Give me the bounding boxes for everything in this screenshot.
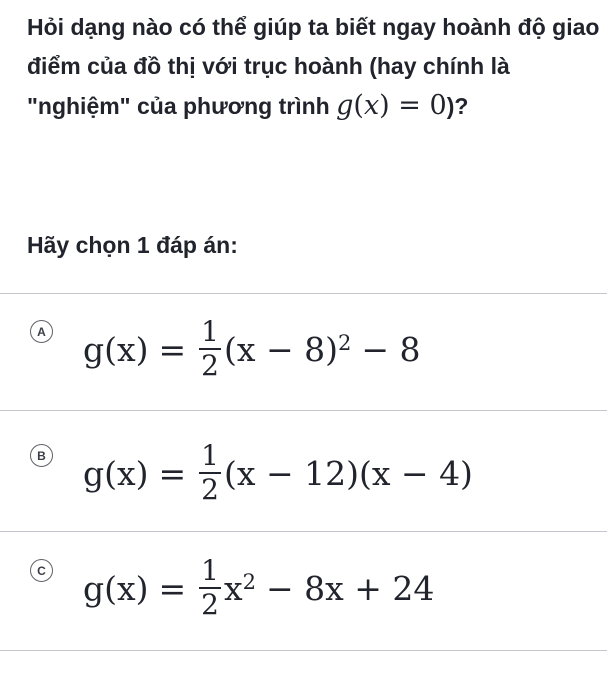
formula-body: x — [223, 568, 243, 608]
fraction — [199, 441, 221, 505]
equation-variable: x — [363, 90, 380, 121]
formula-eq: = — [158, 568, 187, 608]
fraction-denominator: 2 — [201, 588, 219, 621]
formula-eq: = — [158, 453, 187, 493]
choice-a[interactable] — [0, 294, 607, 410]
fraction-numerator: 1 — [201, 315, 219, 348]
fraction — [199, 556, 221, 620]
formula-tail: − 8 — [361, 329, 421, 369]
formula-tail: − 8x + 24 — [265, 568, 435, 608]
fraction-denominator: 2 — [201, 473, 219, 506]
fraction-numerator: 1 — [201, 439, 219, 472]
question-text — [27, 8, 602, 126]
equation-function: g — [336, 90, 354, 121]
formula-eq: = — [158, 329, 187, 369]
formula-lhs: g(x) — [83, 568, 149, 608]
question-equation: g(x) = 0 — [336, 90, 447, 121]
formula-lhs: g(x) — [83, 329, 149, 369]
question-suffix: )? — [446, 93, 469, 119]
choice-letter-c: C — [30, 559, 53, 582]
choice-b[interactable] — [0, 411, 607, 531]
fraction — [199, 317, 221, 381]
formula-body: (x − 12)(x − 4) — [223, 453, 473, 493]
choice-b-formula — [83, 441, 473, 505]
formula-body: (x − 8) — [223, 329, 338, 369]
choice-letter-a: A — [30, 320, 53, 343]
choose-prompt: Hãy chọn 1 đáp án: — [27, 232, 238, 258]
choice-letter-b: B — [30, 444, 53, 467]
formula-lhs: g(x) — [83, 453, 149, 493]
question-body: Hỏi dạng nào có thể giúp ta biết ngay hoành độ giao điểm của đồ thị với trục hoành (hay chính là "nghiệm" của phương trình — [27, 14, 600, 119]
fraction-numerator: 1 — [201, 554, 219, 587]
choice-c-formula: g(x) = $\frac{1}{2}$ x $^2$ − 8x + 24 — [83, 554, 435, 621]
equation-rhs: 0 — [429, 90, 447, 121]
divider — [0, 650, 607, 651]
choice-c[interactable] — [0, 532, 607, 650]
fraction-denominator: 2 — [201, 349, 219, 382]
choice-a-formula: g(x) = $\frac{1}{2}$ (x − 8) $^2$ − 8 — [83, 315, 421, 382]
